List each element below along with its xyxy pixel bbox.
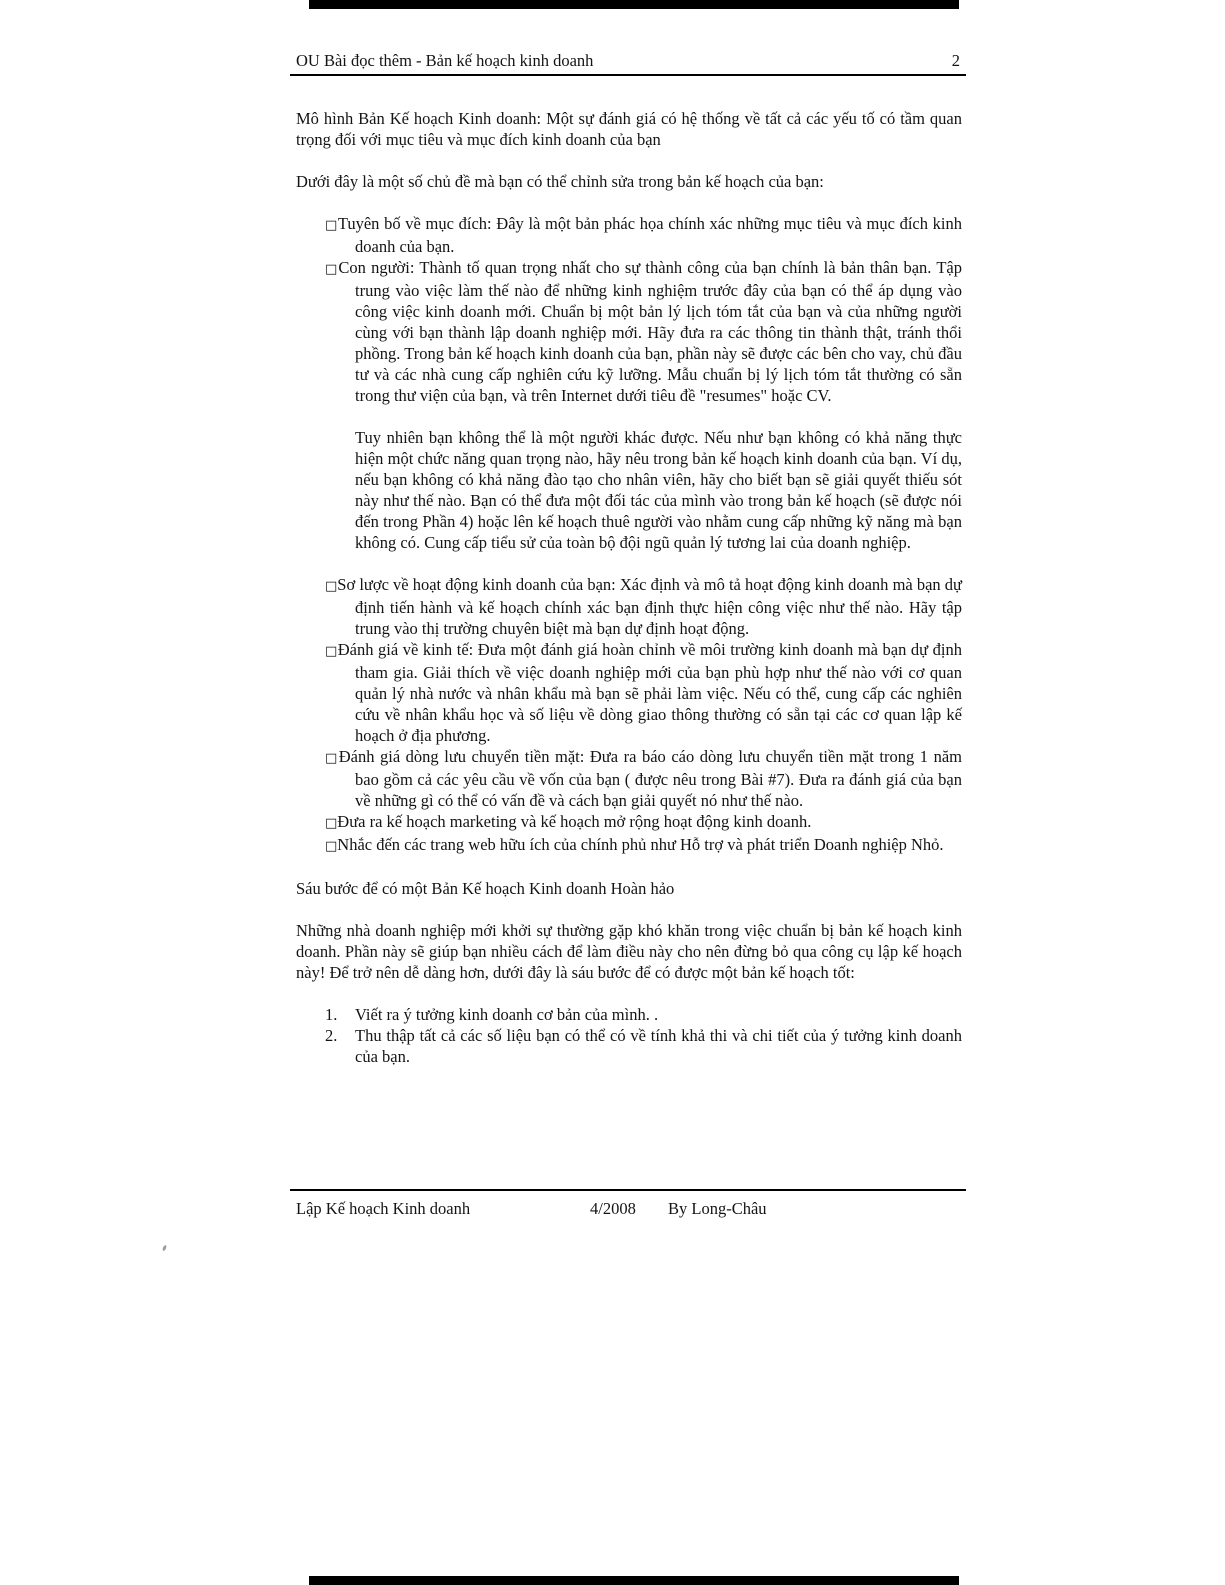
document-body	[296, 108, 962, 1067]
square-bullet-icon: □	[325, 816, 338, 831]
list-item-text: Tuyên bố về mục đích: Đây là một bản phác họa chính xác những mục tiêu và mục đích kinh doanh của bạn.	[337, 214, 962, 256]
scan-artifact-bottom-bar	[309, 1576, 959, 1585]
list-item-text: Sơ lược về hoạt động kinh doanh của bạn: Xác định và mô tả hoạt động kinh doanh mà bạn dự định tiến hành và kế hoạch chính xác bạn định thực hiện công việc như thế nào. Hãy tập trung vào thị trường chuyên biệt mà bạn dự định hoạt động.	[337, 575, 962, 638]
topics-bullet-list	[296, 213, 962, 857]
page-header	[290, 50, 966, 76]
step-item-1	[296, 1004, 962, 1025]
list-item-people	[296, 257, 962, 406]
footer-date: 4/2008	[590, 1199, 636, 1218]
footer-title: Lập Kế hoạch Kinh doanh	[296, 1199, 471, 1218]
section-title: Sáu bước để có một Bản Kế hoạch Kinh doanh Hoàn hảo	[296, 879, 675, 898]
square-bullet-icon: □	[325, 262, 339, 277]
scan-artifact-top-bar	[309, 0, 959, 9]
page-footer	[296, 1198, 962, 1220]
header-title: OU Bài đọc thêm - Bản kế hoạch kinh doanh	[296, 51, 594, 70]
list-item-text: Đưa ra kế hoạch marketing và kế hoạch mở rộng hoạt động kinh doanh.	[337, 812, 812, 831]
footer-divider	[290, 1189, 966, 1191]
list-item-business-profile	[296, 574, 962, 639]
scan-artifact-mark	[162, 1245, 167, 1252]
list-item-gov-websites	[296, 834, 962, 857]
six-steps-intro-paragraph: Những nhà doanh nghiệp mới khởi sự thường gặp khó khăn trong việc chuẩn bị bản kế hoạch kinh doanh. Phần này sẽ giúp bạn nhiều cách để làm điều này cho nên đừng bỏ qua công cụ lập kế hoạch này! Để trở nên dễ dàng hơn, dưới đây là sáu bước để có được một bản kế hoạch tốt:	[296, 921, 962, 982]
square-bullet-icon: □	[325, 644, 338, 659]
step-number: 1.	[325, 1005, 338, 1024]
lead-in-paragraph: Dưới đây là một số chủ đề mà bạn có thể chỉnh sửa trong bản kế hoạch của bạn:	[296, 172, 824, 191]
step-text: Viết ra ý tưởng kinh doanh cơ bản của mình. .	[355, 1005, 659, 1024]
people-note-paragraph: Tuy nhiên bạn không thể là một người khác được. Nếu như bạn không có khả năng thực hiện một chức năng quan trọng nào, hãy nêu trong bản kế hoạch kinh doanh của bạn. Ví dụ, nếu bạn không có khả năng đào tạo cho nhân viên, hãy cho biết bạn sẽ giải quyết thiếu sót này như thế nào. Bạn có thể đưa một đối tác của mình vào trong bản kế hoạch (sẽ được nói đến trong Phần 4) hoặc lên kế hoạch thuê người vào nhằm cung cấp những kỹ năng mà bạn không có. Cung cấp tiểu sử của toàn bộ đội ngũ quản lý tương lai của doanh nghiệp.	[355, 428, 962, 552]
list-item-text: Đánh giá về kinh tế: Đưa một đánh giá hoàn chỉnh về môi trường kinh doanh mà bạn dự định tham gia. Giải thích về việc doanh nghiệp mới của bạn phù hợp như thế nào với cơ quan quản lý nhà nước và nhân khẩu mà bạn sẽ phải làm việc. Nếu có thể, cung cấp các nghiên cứu về nhân khẩu học và số liệu về dòng giao thông thường có sẵn tại các cơ quan lập kế hoạch ở địa phương.	[337, 640, 962, 745]
square-bullet-icon: □	[325, 751, 339, 766]
list-item-economic-assessment	[296, 639, 962, 746]
list-item-purpose	[296, 213, 962, 257]
list-item-text: Con người: Thành tố quan trọng nhất cho sự thành công của bạn chính là bản thân bạn. Tập trung vào việc làm thế nào để những kinh nghiệm trước đây của bạn có thể áp dụng vào công việc kinh doanh mới. Chuẩn bị một bản lý lịch tóm tắt của bạn và của những người cùng với bạn thành lập doanh nghiệp mới. Hãy đưa ra các thông tin thành thật, tránh thổi phồng. Trong bản kế hoạch kinh doanh của bạn, phần này sẽ được các bên cho vay, chủ đầu tư và các nhà cung cấp nghiên cứu kỹ lưỡng. Mẫu chuẩn bị lý lịch tóm tắt thường có sẵn trong thư viện của bạn, và trên Internet dưới tiêu đề "resumes" hoặc CV.	[338, 258, 962, 405]
square-bullet-icon: □	[325, 839, 338, 854]
footer-author: By Long-Châu	[668, 1199, 767, 1218]
list-item-marketing-plan	[296, 811, 962, 834]
list-item-text: Đánh giá dòng lưu chuyển tiền mặt: Đưa ra báo cáo dòng lưu chuyển tiền mặt trong 1 năm bao gồm cả các yêu cầu về vốn của bạn ( được nêu trong Bài #7). Đưa ra đánh giá của bạn về những gì có thể có vấn đề và cách bạn giải quyết nó như thế nào.	[338, 747, 962, 810]
step-text: Thu thập tất cả các số liệu bạn có thể có về tính khả thi và chi tiết của ý tưởng kinh doanh của bạn.	[355, 1026, 962, 1066]
step-number: 2.	[325, 1026, 338, 1045]
list-item-text: Nhắc đến các trang web hữu ích của chính phủ như Hỗ trợ và phát triển Doanh nghiệp Nhỏ.	[337, 835, 944, 854]
numbered-steps-list	[296, 1004, 962, 1067]
list-item-cash-flow	[296, 746, 962, 811]
square-bullet-icon: □	[325, 218, 338, 233]
step-item-2	[296, 1025, 962, 1067]
intro-paragraph: Mô hình Bản Kế hoạch Kinh doanh: Một sự đánh giá có hệ thống về tất cả các yếu tố có tầm quan trọng đối với mục tiêu và mục đích kinh doanh của bạn	[296, 109, 962, 149]
page-number: 2	[951, 51, 960, 70]
square-bullet-icon: □	[325, 579, 338, 594]
